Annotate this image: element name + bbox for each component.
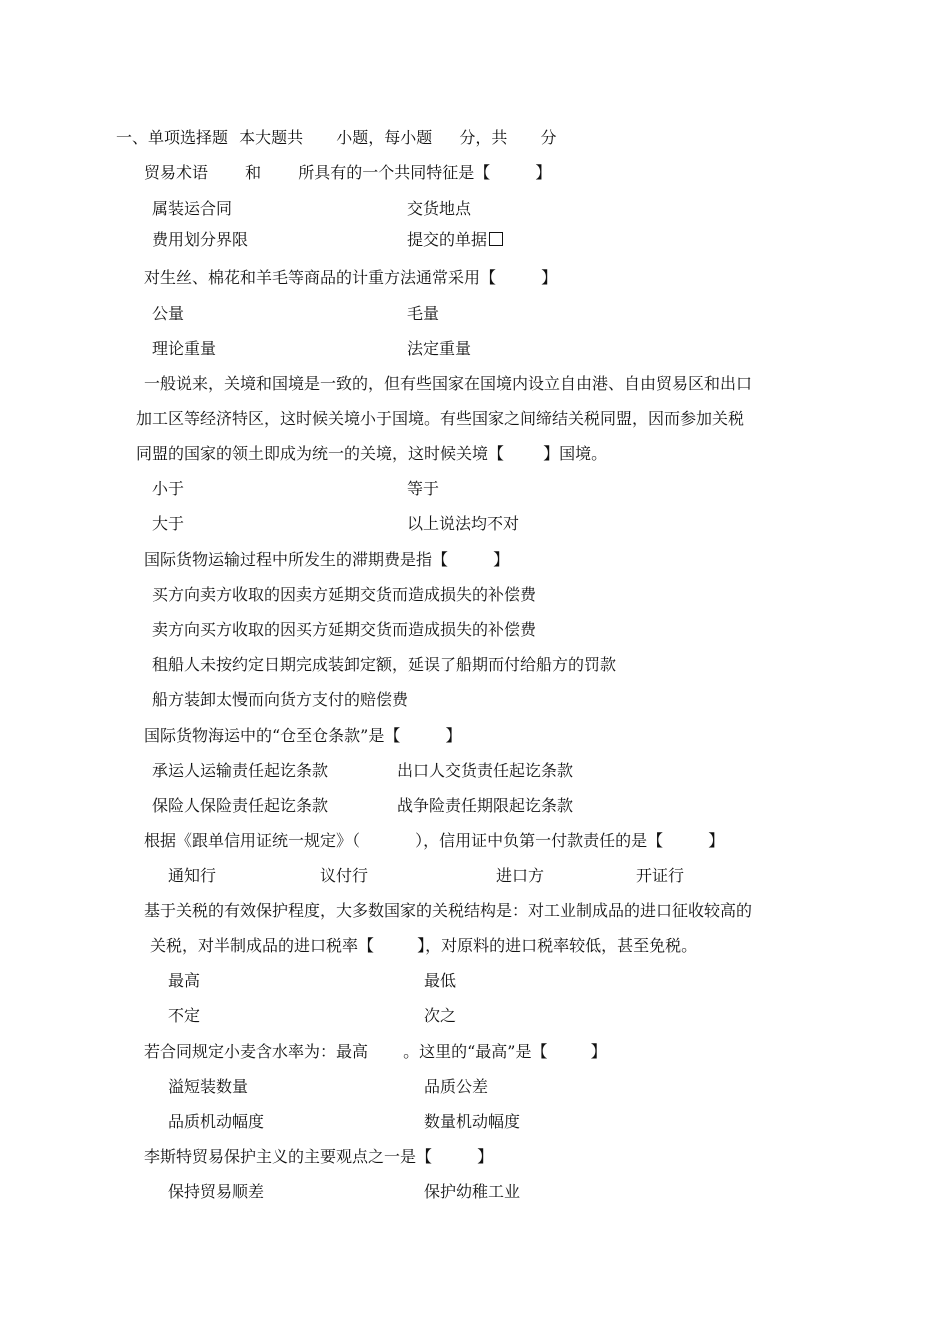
question-1-option-d-text: 提交的单据 bbox=[407, 230, 488, 249]
question-8-stem-part-a: 若合同规定小麦含水率为：最高 bbox=[144, 1042, 369, 1061]
question-5-stem bbox=[144, 725, 461, 747]
question-1-stem-part-c: 所具有的一个共同特征是【 bbox=[298, 163, 491, 182]
question-7-option-c: 不定 bbox=[168, 1006, 201, 1025]
question-9-stem bbox=[144, 1146, 493, 1168]
section-title-end: 分 bbox=[540, 128, 557, 147]
question-2-option-b: 毛量 bbox=[407, 304, 440, 323]
question-6-stem-part-b: ），信用证中负第一付款责任的是【 bbox=[415, 831, 664, 850]
question-3-bracket-close: 】国境。 bbox=[543, 444, 608, 463]
question-4-option-a: 买方向卖方收取的因卖方延期交货而造成损失的补偿费 bbox=[152, 585, 537, 604]
question-5-option-a: 承运人运输责任起讫条款 bbox=[152, 761, 329, 780]
section-title bbox=[116, 127, 556, 149]
question-9-option-b: 保护幼稚工业 bbox=[424, 1182, 521, 1201]
question-6-stem bbox=[144, 830, 724, 852]
question-1-option-c: 费用划分界限 bbox=[152, 230, 249, 249]
question-9-bracket-close: 】 bbox=[477, 1147, 494, 1166]
question-7-bracket-close: 】，对原料的进口税率较低，甚至免税。 bbox=[417, 936, 698, 955]
question-4-stem-text: 国际货物运输过程中所发生的滞期费是指【 bbox=[144, 550, 449, 569]
question-6-stem-part-a: 根据《跟单信用证统一规定》（ bbox=[144, 831, 361, 850]
question-5-option-b: 出口人交货责任起讫条款 bbox=[397, 761, 574, 780]
question-6-option-d: 开证行 bbox=[636, 866, 685, 885]
question-5-stem-text: 国际货物海运中的“仓至仓条款”是【 bbox=[144, 726, 401, 745]
section-title-count-label: 本大题共 bbox=[239, 128, 304, 147]
question-3-stem-line-1: 一般说来，关境和国境是一致的，但有些国家在国境内设立自由港、自由贸易区和出口 bbox=[144, 374, 753, 393]
question-2-bracket-close: 】 bbox=[541, 268, 558, 287]
question-1-stem-part-b: 和 bbox=[245, 163, 262, 182]
question-4-stem bbox=[144, 549, 509, 571]
question-1-option-d bbox=[407, 229, 503, 251]
section-title-total-label: 分，共 bbox=[459, 128, 508, 147]
question-4-option-c: 租船人未按约定日期完成装卸定额，延误了船期而付给船方的罚款 bbox=[152, 655, 617, 674]
question-5-option-d: 战争险责任期限起讫条款 bbox=[397, 796, 574, 815]
question-9-option-a: 保持贸易顺差 bbox=[168, 1182, 265, 1201]
question-9-stem-text: 李斯特贸易保护主义的主要观点之一是【 bbox=[144, 1147, 433, 1166]
question-1-bracket-close: 】 bbox=[535, 163, 552, 182]
section-title-pre: 一、单项选择题 bbox=[116, 128, 229, 147]
question-8-option-b: 品质公差 bbox=[424, 1077, 489, 1096]
question-2-stem bbox=[144, 267, 557, 289]
question-8-option-a: 溢短装数量 bbox=[168, 1077, 249, 1096]
question-1-option-b: 交货地点 bbox=[407, 199, 472, 218]
question-3-stem-line-3 bbox=[136, 443, 607, 465]
question-3-option-b: 等于 bbox=[407, 479, 440, 498]
question-8-stem bbox=[144, 1041, 607, 1063]
question-8-option-c: 品质机动幅度 bbox=[168, 1112, 265, 1131]
question-7-stem-line-2 bbox=[150, 935, 697, 957]
question-8-stem-part-b: 。这里的“最高”是【 bbox=[403, 1042, 548, 1061]
question-8-bracket-close: 】 bbox=[590, 1042, 607, 1061]
question-4-option-d: 船方装卸太慢而向货方支付的赔偿费 bbox=[152, 690, 409, 709]
question-8-option-d: 数量机动幅度 bbox=[424, 1112, 521, 1131]
section-title-per-label: 小题，每小题 bbox=[336, 128, 433, 147]
question-3-stem-line-3-text: 同盟的国家的领土即成为统一的关境，这时候关境【 bbox=[136, 444, 505, 463]
question-4-bracket-close: 】 bbox=[493, 550, 510, 569]
question-1-stem-part-a: 贸易术语 bbox=[144, 163, 209, 182]
question-1-option-a: 属装运合同 bbox=[152, 199, 233, 218]
question-3-option-c: 大于 bbox=[152, 514, 185, 533]
question-2-option-a: 公量 bbox=[152, 304, 185, 323]
question-6-option-a: 通知行 bbox=[168, 866, 217, 885]
question-5-bracket-close: 】 bbox=[445, 726, 462, 745]
question-2-option-c: 理论重量 bbox=[152, 339, 217, 358]
question-7-stem-line-2-text: 关税，对半制成品的进口税率【 bbox=[150, 936, 375, 955]
question-7-option-d: 次之 bbox=[424, 1006, 457, 1025]
question-3-option-d: 以上说法均不对 bbox=[407, 514, 520, 533]
question-2-stem-text: 对生丝、棉花和羊毛等商品的计重方法通常采用【 bbox=[144, 268, 497, 287]
question-3-stem-line-2: 加工区等经济特区，这时候关境小于国境。有些国家之间缔结关税同盟，因而参加关税 bbox=[136, 409, 745, 428]
question-2-option-d: 法定重量 bbox=[407, 339, 472, 358]
question-7-option-a: 最高 bbox=[168, 971, 201, 990]
question-7-option-b: 最低 bbox=[424, 971, 457, 990]
question-5-option-c: 保险人保险责任起讫条款 bbox=[152, 796, 329, 815]
question-6-option-b: 议付行 bbox=[320, 866, 369, 885]
question-7-stem-line-1: 基于关税的有效保护程度，大多数国家的关税结构是：对工业制成品的进口征收较高的 bbox=[144, 901, 753, 920]
question-1-stem bbox=[144, 162, 551, 184]
checkbox-square-icon bbox=[489, 232, 503, 246]
question-3-option-a: 小于 bbox=[152, 479, 185, 498]
question-6-option-c: 进口方 bbox=[496, 866, 545, 885]
question-6-bracket-close: 】 bbox=[708, 831, 725, 850]
question-4-option-b: 卖方向买方收取的因买方延期交货而造成损失的补偿费 bbox=[152, 620, 537, 639]
